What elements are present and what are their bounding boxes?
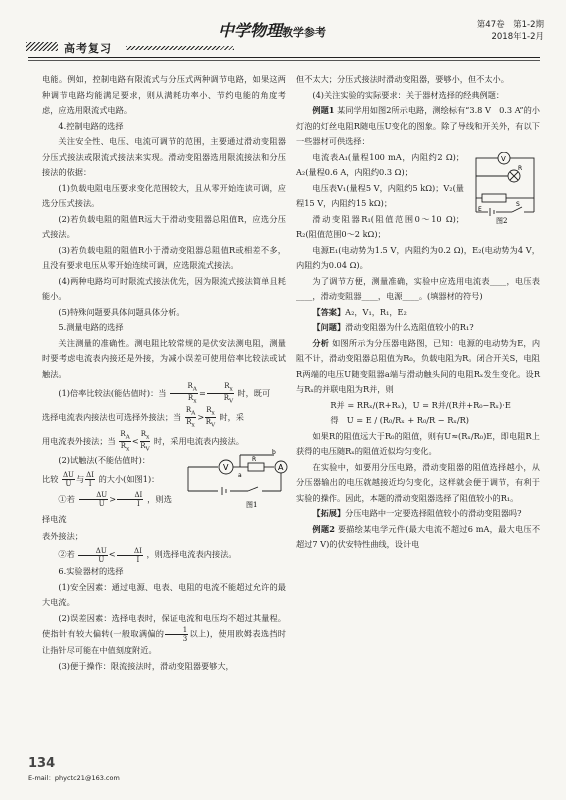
list-item: (2)误差因素：选择电表时，保证电流和电压均不超过其量程。使指针有较大偏转(一般取满偏的 $\frac{1}{3}$ 以上)，使用欧姆表选挡时让指针尽可能在中值刻度附近。 — [42, 612, 286, 656]
figure-2-label: 图2 — [496, 216, 508, 224]
list-item: (4)两种电路均可时限流式接法优先，因为限流式接法简单且耗能小。 — [42, 275, 286, 301]
svg-text:V: V — [223, 463, 229, 473]
brand-title: 中学物理 — [218, 21, 283, 40]
paragraph: 关注安全性、电压、电流可调节的范围，主要通过滑动变阻器分压式接法或限流式接法来实现。滑动变阻器选用限流接法和分压接法的依据： — [42, 136, 286, 177]
svg-text:E: E — [478, 205, 482, 213]
paragraph: 表外接法； — [42, 530, 83, 541]
list-item: (1)安全因素：通过电源、电表、电阻的电流不能超过允许的最大电流。 — [42, 581, 286, 608]
equipment-item: 电流表A₁(量程100 mA，内阻约2 Ω)；A₂(量程0.6 A，内阻约0.3 Ω)； — [296, 151, 464, 177]
fraction: $\frac{R_x}{R_V}$ — [140, 429, 150, 453]
left-column — [42, 72, 286, 674]
equipment-item: 电压表V₁(量程5 V，内阻约5 kΩ)；V₂(量程15 V，内阻约15 kΩ)； — [296, 182, 464, 208]
svg-text:R: R — [518, 164, 523, 172]
svg-text:a: a — [238, 472, 242, 480]
example-1: 例题1 某同学用如图2所示电路，测绘标有“3.8 V 0.3 A”的小灯泡的灯丝电阻R随电压U变化的图象。除了导线和开关外，有以下一些器材可供选择： — [296, 105, 540, 146]
equipment-item: 滑动变阻器R₁(阻值范围0～10 Ω)；R₂(阻值范围0～2 kΩ)； — [296, 213, 464, 239]
header-rule — [28, 57, 540, 58]
formula-line: 比较 $\frac{\Delta U}{U}$ 与 $\frac{\Delta I}{I}$ 的大小(如图1)： — [42, 471, 160, 489]
contact-email: E-mail：phyctc21@163.com — [28, 774, 120, 782]
formula-line: ①若 $\frac{\Delta U}{U}$ > $\frac{\Delta I}{I}$ ，则选择电流 — [42, 491, 172, 524]
section-heading: 6.实验器材的选择 — [58, 566, 124, 577]
paragraph: 但不太大；分压式接法时滑动变阻器，要够小，但不太小。 — [296, 74, 509, 84]
section-heading: 4.控制电路的选择 — [58, 120, 124, 131]
date-label: 2018年1-2月 — [491, 32, 544, 42]
extension: 【拓展】分压电路中一定要选择阻值较小的滑动变阻器吗? — [312, 508, 522, 518]
question-text: 为了调节方便，测量准确，实验中应选用电流表____，电压表____，滑动变阻器____，电源____。(填器材的符号) — [296, 275, 540, 301]
paragraph: 关注测量的准确性。测电阻比较常规的是伏安法测电阻，测量时要考虑电流表内接还是外接，为减小误差可使用倍率比较法或试触法。 — [42, 337, 286, 379]
journal-brand — [218, 18, 326, 41]
paragraph: 如果R的阻值远大于R₀的阻值，则有U≈(Rₓ/R₀)E，即电阻R上获得的电压随Rₓ的阻值近似均匀变化。 — [296, 430, 540, 456]
page-number: 134 — [28, 756, 56, 771]
header-rule-thin — [28, 60, 540, 61]
example-2: 例题2 要描绘某电学元件(最大电流不超过6 mA，最大电压不超过7 V)的伏安特性曲线，设计电 — [296, 523, 541, 549]
list-item: (1)负载电阻电压要求变化范围较大，且从零开始连读可调，应选分压式接法。 — [42, 182, 286, 208]
fraction: $\frac{R_x}{R_V}$ — [205, 405, 216, 429]
list-item: (3)便于操作：限流接法时，滑动变阻器要够大， — [58, 660, 234, 671]
figure-1-circuit — [178, 447, 288, 509]
fraction: $\frac{R_A}{R_x}$ — [120, 429, 130, 453]
section-tag: 高考复习 — [64, 42, 112, 55]
paragraph: (4)关注实验的实际要求：关于器材选择的经典例题： — [312, 89, 505, 100]
equation-1: R并 = RRₓ/(R+Rₓ)，U = R并/(R并+R₀−Rₓ)·E — [330, 399, 511, 410]
right-column — [296, 72, 540, 553]
volume-label: 第47卷 第1-2期 — [476, 20, 544, 30]
figure-1-label: 图1 — [246, 501, 258, 510]
problem: 【问题】滑动变阻器为什么选阻值较小的R₁? — [312, 322, 474, 332]
figure-2-circuit — [468, 152, 540, 224]
svg-text:R: R — [252, 456, 257, 464]
brand-subtitle: 教学参考 — [282, 26, 327, 39]
fraction: $\frac{R_x}{R_V}$ — [207, 382, 234, 406]
fraction: $\frac{R_A}{R_x}$ — [185, 405, 196, 429]
equation-2: 得 U = E / (R₀/Rₓ + R₀/R − Rₓ/R) — [330, 415, 469, 425]
issue-info — [477, 19, 544, 43]
list-item: (2)若负载电阻的阻值R远大于滑动变阻器总阻值R，应选分压式接法。 — [42, 213, 286, 239]
section-heading: 5.测量电路的选择 — [58, 322, 124, 332]
trial-touch-block — [42, 449, 286, 529]
svg-text:A: A — [278, 463, 284, 473]
svg-text:b: b — [272, 449, 276, 457]
formula-line: 选择电流表内接法也可选择外接法；当 $\frac{R_A}{R_x}$ > $\frac{R_x}{R_V}$ 时，采 — [42, 405, 244, 429]
formula-line: (1)倍率比较法(能估值时)：当 $\frac{R_A}{R_x}$ = $\frac{R_x}{R_V}$ 时，既可 — [58, 382, 271, 405]
paragraph: (2)试触法(不能估值时)： — [58, 455, 151, 466]
svg-text:S: S — [516, 200, 520, 208]
analysis: 分析 如图所示为分压器电路图，已知：电源的电动势为E，内阻不计，滑动变阻器总阻值为R₀，负载电阻为R。闭合开关S，电阻R两端的电压U随变阻器a端与滑动触头间的电阻Rₓ发生变化。设R与Rₓ的并联电阻为R并，则 — [296, 337, 541, 394]
formula-line: ②若 $\frac{\Delta U}{U}$ < $\frac{\Delta I}{I}$ ，则选择电流表内接法。 — [58, 546, 237, 564]
answer: 【答案】A₂，V₁，R₁，E₂ — [312, 306, 407, 317]
equipment-item: 电源E₁(电动势为1.5 V，内阻约为0.2 Ω)，E₂(电动势为4 V，内阻约为0.04 Ω)。 — [296, 244, 540, 270]
paragraph: 在实验中，如要用分压电路，滑动变阻器的阻值选择越小，从分压器输出的电压就越接近均匀变化，这样就会便于调节，有利于实验的操作。因此，本题的滑动变阻器选择了阻值较小的R₁。 — [296, 461, 540, 503]
formula-line: 用电流表外接法；当 $\frac{R_A}{R_x}$ < $\frac{R_x}{R_V}$ 时，采用电流表内接法。 — [42, 429, 244, 453]
paragraph: 电能。例如，控制电路有限流式与分压式两种调节电路，如果这两种调节电路均能满足要求，则从满耗功率小、节约电能的角度考虑，应选用限流式电路。 — [42, 74, 286, 115]
list-item: (3)若负载电阻的阻值R小于滑动变阻器总阻值R或相差不多，且没有要求电压从零开始连续可调，应选限流式接法。 — [42, 244, 286, 270]
list-item: (5)特殊问题要具体问题具体分析。 — [58, 306, 185, 317]
svg-text:V: V — [501, 154, 506, 163]
fraction: $\frac{R_A}{R_x}$ — [170, 382, 198, 406]
